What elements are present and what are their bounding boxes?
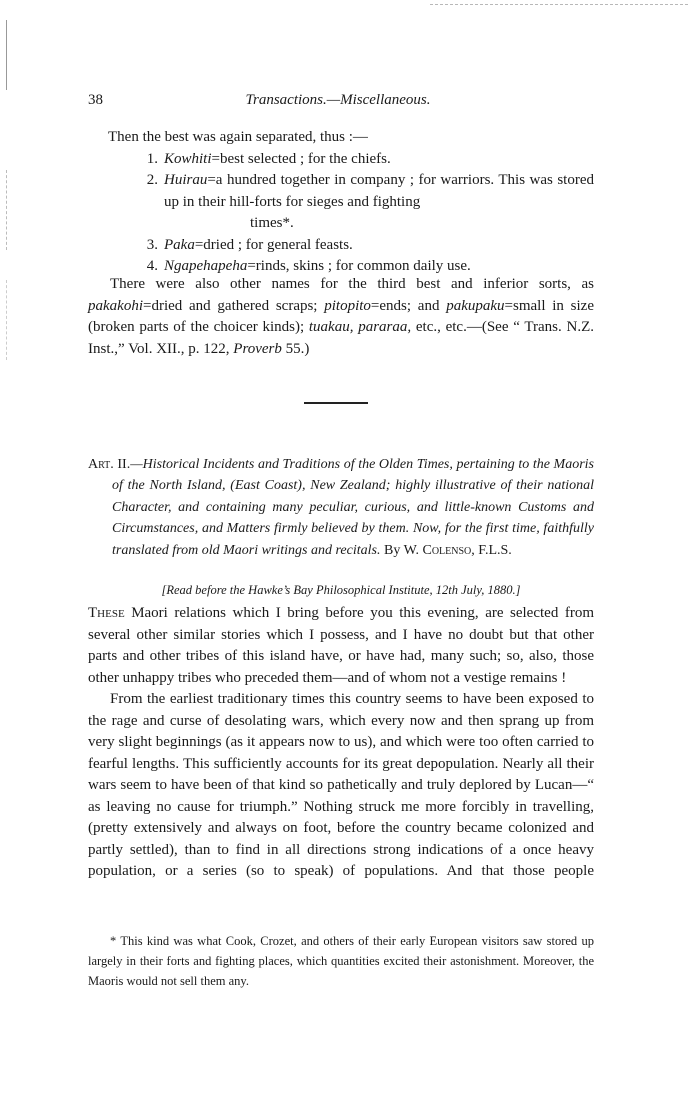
list-item-number: 3. xyxy=(146,236,158,253)
list-item-text: =best selected ; for the chiefs. xyxy=(211,150,391,167)
text-run: =dried and gathered scraps; xyxy=(142,297,325,314)
proverb-label: Proverb xyxy=(233,340,282,357)
maori-term: pitopito xyxy=(324,297,371,314)
article-body xyxy=(88,603,594,883)
list-item-term: Kowhiti xyxy=(164,150,212,167)
text-run: etc., etc.—(See “ Trans. N.Z. Inst.,” Vol. XII., p. 122, xyxy=(88,319,594,357)
maori-term: pakakohi xyxy=(88,297,143,314)
list-item-continuation: times*. xyxy=(250,215,294,231)
other-names-paragraph xyxy=(88,274,594,360)
list-item-text: =rinds, skins ; for common daily use. xyxy=(247,258,471,274)
page-header xyxy=(88,92,588,112)
list-item-number: 2. xyxy=(146,172,158,188)
list-item xyxy=(108,149,594,171)
article-title-paragraph xyxy=(88,454,594,561)
paragraph: From the earliest traditionary times this country seems to have been exposed to the rage and curse of desolating wars, which every now and then sprang up from very slight beginnings (as it appears now to us), and which were too often carried to fearful lengths. This sufficiently accounts for its great depopulation. Nearly all their wars seem to have been of that kind so pathetically and truly deplored by Lucan—“ as leaving no cause for triumph.” Nothing struck me more forcibly in travelling, (pretty extensively and always on foot, before the country became colonized and partly settled), than to find in all directions strong indications of a once heavy population, or a series (so to speak) of populations. And that those people xyxy=(88,691,594,879)
scan-edge-top xyxy=(430,4,688,5)
footnote xyxy=(88,931,594,991)
list-item-text: =a hundred together in company ; for warriors. This was stored up in their hill-forts for sieges and fighting xyxy=(164,172,594,210)
article-label: Art. II. xyxy=(88,457,131,472)
paragraph-text: Maori relations which I bring before you this evening, are selected from several other similar stories which I possess, and I have no doubt but that other parts and other tribes of this island have, or have had, many such; so, also, those other unhappy tribes who preceded them—and of whom not a vestige remains ! xyxy=(88,605,594,686)
list-item xyxy=(108,235,594,257)
article-author: Colenso xyxy=(422,542,472,558)
text-run: There were also other names for the third best and inferior sorts, as xyxy=(110,276,594,292)
scan-edge-left xyxy=(6,20,7,90)
list-item-number: 4. xyxy=(146,258,158,274)
paragraph xyxy=(88,603,594,689)
list-intro: Then the best was again separated, thus :— xyxy=(108,129,368,145)
scan-edge-left xyxy=(6,280,7,360)
list-item-term: Huirau xyxy=(164,172,208,188)
list-item-text: =dried ; for general feasts. xyxy=(194,236,353,253)
article-heading xyxy=(88,454,594,561)
text-run: 55.) xyxy=(281,340,310,357)
list-item-term: Paka xyxy=(164,236,195,253)
article-title: —Historical Incidents and Traditions of the Olden Times, pertaining to the Maoris of the North Island, (East Coast), New Zealand; highly illustrative of their national Character, and containing many peculiar, curious, and little-known Customs and Circumstances, and Matters firmly believed by them. Now, for the first time, faithfully translated from old Maori writings and recitals. xyxy=(112,457,595,558)
footnote-text: * This kind was what Cook, Crozet, and others of their early European visitors saw stored up largely in their forts and fighting places, which quantities excited their astonishment. Moreover, the Maoris would not sell them any. xyxy=(88,934,594,988)
maori-term: tuakau, pararaa, xyxy=(308,319,412,335)
lead-word: These xyxy=(88,605,125,621)
page-number: 38 xyxy=(88,92,103,108)
text-run: =small in size (broken parts of the choicer kinds); xyxy=(88,297,594,335)
maori-term: pakupaku xyxy=(446,297,505,314)
text-run: =ends; and xyxy=(370,297,447,314)
author-credentials: , F.L.S. xyxy=(471,542,512,558)
paragraph xyxy=(88,274,594,360)
section-divider xyxy=(304,402,368,404)
list-item-number: 1. xyxy=(146,150,158,167)
list-item xyxy=(108,170,594,235)
scan-edge-left xyxy=(6,170,7,250)
article-by: By W. xyxy=(380,542,423,558)
separation-list xyxy=(108,127,594,278)
read-before-note: [Read before the Hawke’s Bay Philosophical Institute, 12th July, 1880.] xyxy=(161,583,521,597)
list-item-term: Ngapehapeha xyxy=(164,258,248,274)
running-head: Transactions.—Miscellaneous. xyxy=(245,92,431,108)
